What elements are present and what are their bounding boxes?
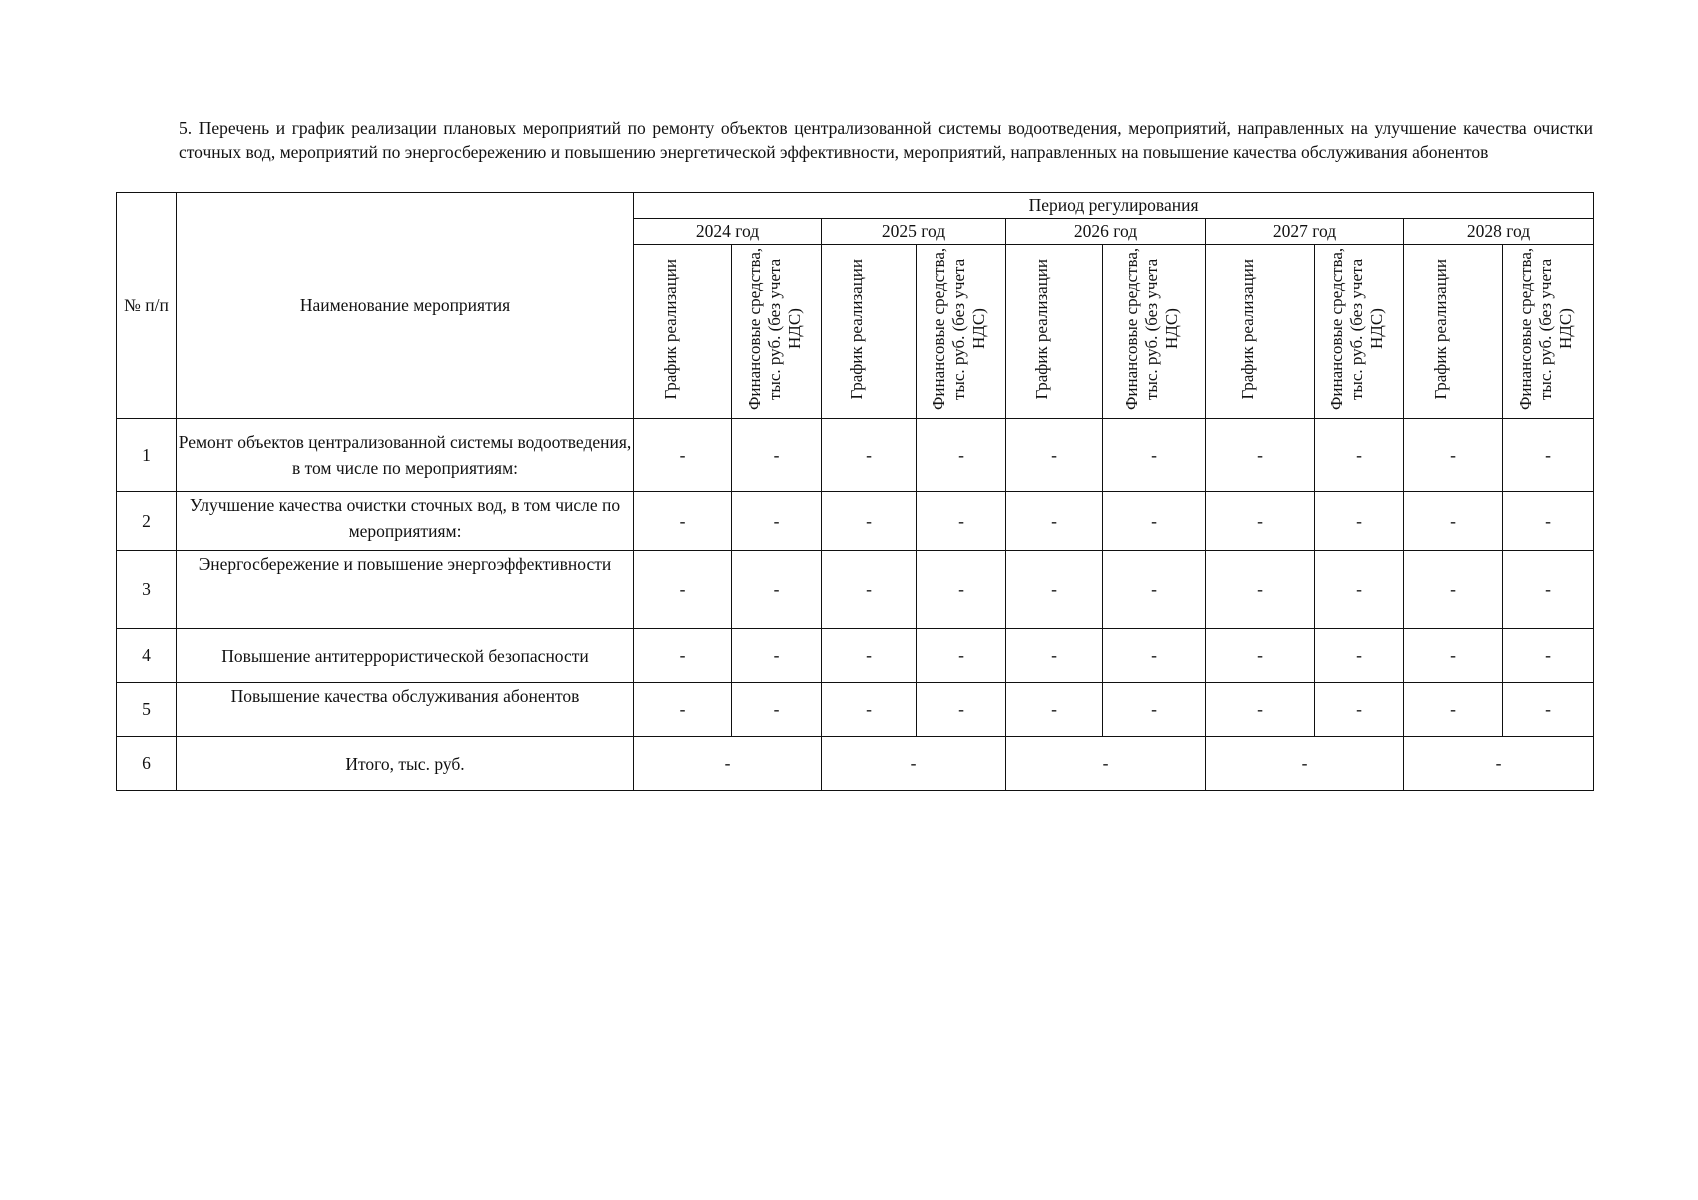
table-cell: - — [1006, 683, 1103, 737]
table-cell: - — [732, 492, 822, 551]
table-cell: - — [634, 492, 732, 551]
header-year-2026: 2026 год — [1006, 219, 1206, 245]
table-cell: - — [634, 551, 732, 629]
table-cell: - — [1503, 419, 1594, 492]
row-number: 6 — [117, 737, 177, 791]
header-number: № п/п — [117, 193, 177, 419]
row-activity-name: Повышение качества обслуживания абонентов — [177, 683, 634, 737]
row-number: 2 — [117, 492, 177, 551]
header-year-2027: 2027 год — [1206, 219, 1404, 245]
table-cell: - — [1404, 551, 1503, 629]
table-cell: - — [1404, 683, 1503, 737]
table-cell: - — [1503, 492, 1594, 551]
table-cell: - — [634, 419, 732, 492]
table-cell: - — [1206, 683, 1315, 737]
table-cell: - — [634, 629, 732, 683]
header-schedule-2026: График реализации — [1006, 245, 1103, 419]
row-number: 1 — [117, 419, 177, 492]
table-cell: - — [1103, 419, 1206, 492]
row-activity-name: Энергосбережение и повышение энергоэффективности — [177, 551, 634, 629]
table-cell: - — [1315, 629, 1404, 683]
header-schedule-2028: График реализации — [1404, 245, 1503, 419]
section-heading: 5. Перечень и график реализации плановых мероприятий по ремонту объектов централизованной системы водоотведения, мероприятий, направленных на улучшение качества очистки сточных вод, мероприятий по энергосбережению и повышению энергетической эффективности, мероприятий, направленных на повышение качества обслуживания абонентов — [179, 118, 1593, 162]
header-finance-2028: Финансовые средства, тыс. руб. (без учета НДС) — [1503, 245, 1594, 419]
table-cell: - — [822, 492, 917, 551]
table-cell: - — [917, 683, 1006, 737]
table-cell: - — [822, 551, 917, 629]
row-number: 4 — [117, 629, 177, 683]
table-row-total — [117, 737, 1594, 791]
table-cell: - — [1404, 492, 1503, 551]
total-cell-2027: - — [1206, 737, 1404, 791]
total-cell-2028: - — [1404, 737, 1594, 791]
table-cell: - — [822, 683, 917, 737]
table-cell: - — [1006, 629, 1103, 683]
table-cell: - — [822, 419, 917, 492]
table-cell: - — [917, 492, 1006, 551]
header-schedule-2024: График реализации — [634, 245, 732, 419]
header-year-2024: 2024 год — [634, 219, 822, 245]
table-cell: - — [732, 419, 822, 492]
table-row — [117, 683, 1594, 737]
table-cell: - — [1404, 419, 1503, 492]
table-cell: - — [1315, 492, 1404, 551]
table-cell: - — [1103, 683, 1206, 737]
table-cell: - — [1103, 551, 1206, 629]
header-finance-2026: Финансовые средства, тыс. руб. (без учета НДС) — [1103, 245, 1206, 419]
total-cell-2024: - — [634, 737, 822, 791]
table-cell: - — [1503, 683, 1594, 737]
table-cell: - — [1315, 683, 1404, 737]
table-row — [117, 551, 1594, 629]
table-cell: - — [917, 419, 1006, 492]
header-finance-2025: Финансовые средства, тыс. руб. (без учета НДС) — [917, 245, 1006, 419]
row-activity-name: Ремонт объектов централизованной системы водоотведения, в том числе по мероприятиям: — [177, 419, 634, 492]
row-number: 5 — [117, 683, 177, 737]
table-cell: - — [822, 629, 917, 683]
table-cell: - — [1006, 419, 1103, 492]
table-cell: - — [1206, 629, 1315, 683]
table-cell: - — [1503, 629, 1594, 683]
header-schedule-2025: График реализации — [822, 245, 917, 419]
header-regulation-period: Период регулирования — [634, 193, 1594, 219]
row-total-label: Итого, тыс. руб. — [177, 737, 634, 791]
table-cell: - — [732, 551, 822, 629]
header-activity-name: Наименование мероприятия — [177, 193, 634, 419]
table-cell: - — [1103, 492, 1206, 551]
header-year-2025: 2025 год — [822, 219, 1006, 245]
table-cell: - — [1503, 551, 1594, 629]
table-cell: - — [1103, 629, 1206, 683]
table-cell: - — [634, 683, 732, 737]
header-finance-2027: Финансовые средства, тыс. руб. (без учета НДС) — [1315, 245, 1404, 419]
table-row — [117, 492, 1594, 551]
table-cell: - — [1315, 551, 1404, 629]
table-cell: - — [917, 551, 1006, 629]
row-number: 3 — [117, 551, 177, 629]
table-cell: - — [732, 683, 822, 737]
header-finance-2024: Финансовые средства, тыс. руб. (без учета НДС) — [732, 245, 822, 419]
row-activity-name: Улучшение качества очистки сточных вод, в том числе по мероприятиям: — [177, 492, 634, 551]
table-cell: - — [1006, 492, 1103, 551]
table-cell: - — [1315, 419, 1404, 492]
table-cell: - — [1206, 551, 1315, 629]
header-year-2028: 2028 год — [1404, 219, 1594, 245]
activities-table — [116, 192, 1594, 791]
total-cell-2026: - — [1006, 737, 1206, 791]
header-schedule-2027: График реализации — [1206, 245, 1315, 419]
table-cell: - — [1206, 419, 1315, 492]
table-cell: - — [1006, 551, 1103, 629]
table-cell: - — [917, 629, 1006, 683]
table-row — [117, 629, 1594, 683]
table-cell: - — [1404, 629, 1503, 683]
row-activity-name: Повышение антитеррористической безопасности — [177, 629, 634, 683]
table-cell: - — [1206, 492, 1315, 551]
table-row — [117, 419, 1594, 492]
table-cell: - — [732, 629, 822, 683]
total-cell-2025: - — [822, 737, 1006, 791]
